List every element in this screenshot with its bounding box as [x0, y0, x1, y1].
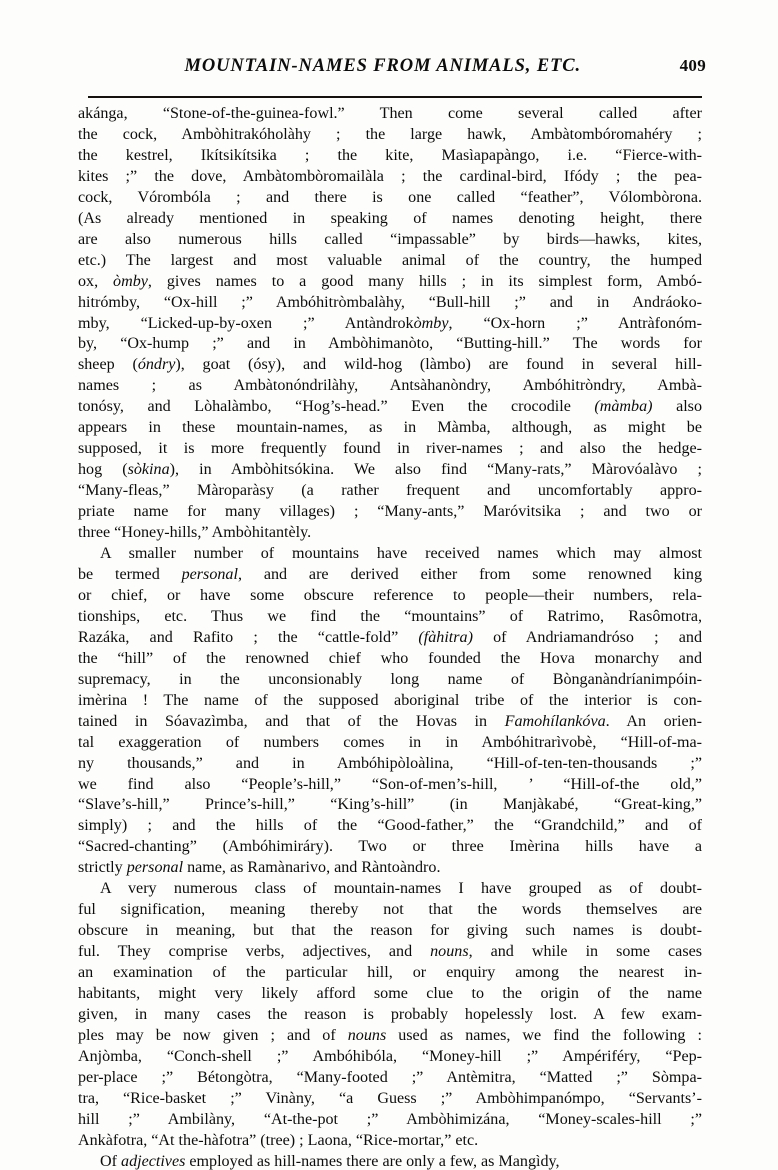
running-head-title: MOUNTAIN-NAMES FROM ANIMALS, ETC.	[184, 56, 582, 76]
body-text	[78, 104, 702, 1170]
text-line: cock, Vórombóla ; and there is one called “feather”, Vólombòrona.	[78, 188, 702, 206]
text-line: names ; as Ambàtonóndrilàhy, Antsàhanòndry, Ambóhitròndry, Ambà-	[78, 377, 702, 395]
text-line: ful. They comprise verbs, adjectives, and nouns, and while in some cases	[78, 943, 702, 961]
text-line: tonósy, and Lòhalàmbo, “Hog’s-head.” Even the crocodile (màmba) also	[78, 398, 702, 416]
text-line: three “Honey-hills,” Ambòhitantèly.	[78, 524, 312, 542]
text-line: hog (sòkina), in Ambòhitsókina. We also find “Many-rats,” Màrovóalàvo ;	[78, 461, 703, 479]
text-line: ny thousands,” and in Ambóhipòloàlina, “Hill-of-ten-ten-thousands ;”	[78, 754, 702, 772]
text-line: ful signification, meaning thereby not that the words themselves are	[78, 901, 702, 919]
text-line: ox, òmby, gives names to a good many hills ; in its simplest form, Ambó-	[78, 272, 702, 290]
page-number: 409	[679, 56, 706, 75]
running-head	[78, 56, 706, 82]
text-line: Anjòmba, “Conch-shell ;” Ambóhibóla, “Money-hill ;” Ampériféry, “Pep-	[78, 1047, 702, 1065]
text-line: imèrina ! The name of the supposed aboriginal tribe of the interior is con-	[78, 691, 702, 709]
text-line: the “hill” of the renowned chief who founded the Hova monarchy and	[78, 649, 702, 667]
text-line: “Slave’s-hill,” Prince’s-hill,” “King’s-hill” (in Manjàkabé, “Great-king,”	[78, 796, 702, 814]
text-line: an examination of the particular hill, or enquiry among the nearest in-	[78, 964, 702, 982]
text-line: Ankàfotra, “At the-hàfotra” (tree) ; Laona, “Rice-mortar,” etc.	[78, 1131, 479, 1149]
text-line: hitrómby, “Ox-hill ;” Ambóhitròmbalàhy, “Bull-hill ;” and in Andráoko-	[78, 293, 702, 311]
text-line: strictly personal name, as Ramànarivo, and Ràntoàndro.	[78, 859, 441, 877]
para-doubtful	[78, 879, 702, 1151]
text-line: (As already mentioned in speaking of names denoting height, there	[78, 209, 702, 227]
text-line: tained in Sóavazìmba, and that of the Hovas in Famohílankóva. An orien-	[78, 712, 703, 730]
text-line: supremacy, in the unconsionably long name of Bònganàndríanimpóin-	[78, 670, 702, 688]
text-line: per-place ;” Bétongòtra, “Many-footed ;” Antèmitra, “Matted ;” Sòmpa-	[78, 1068, 702, 1086]
text-line: “Sacred-chanting” (Ambóhimiráry). Two or three Imèrina hills have a	[78, 838, 702, 856]
text-line: given, in many cases the reason is probably hopelessly lost. A few exam-	[78, 1005, 702, 1023]
text-line: Of adjectives employed as hill-names there are only a few, as Mangìdy,	[100, 1152, 560, 1170]
text-line: kites ;” the dove, Ambàtombòromailàla ; the cardinal-bird, Ifódy ; the pea-	[78, 167, 702, 185]
text-line: habitants, might very likely afford some clue to the origin of the name	[78, 985, 702, 1003]
text-line: by, “Ox-hump ;” and in Ambòhimanòto, “Butting-hill.” The words for	[78, 335, 702, 353]
text-line: “Many-fleas,” Màroparàsy (a rather frequent and uncomfortably appro-	[78, 482, 702, 500]
text-line: sheep (óndry), goat (ósy), and wild-hog (làmbo) are found in several hill-	[78, 356, 702, 374]
text-line: etc.) The largest and most valuable animal of the country, the humped	[78, 251, 702, 269]
para-adjectives	[78, 1152, 702, 1170]
text-line: simply) ; and the hills of the “Good-father,” the “Grandchild,” and of	[78, 817, 702, 835]
text-line: or chief, or have some obscure reference to people—their numbers, rela-	[78, 586, 702, 604]
text-line: are also numerous hills called “impassable” by birds—hawks, kites,	[78, 230, 702, 248]
para-personal	[78, 544, 702, 879]
text-line: appears in these mountain-names, as in Màmba, although, as might be	[78, 419, 702, 437]
text-line: we find also “People’s-hill,” “Son-of-men’s-hill, ’ “Hill-of-the old,”	[78, 775, 702, 793]
para-animals	[78, 104, 702, 544]
text-line: priate name for many villages) ; “Many-ants,” Maróvitsika ; and two or	[78, 503, 702, 521]
text-line: supposed, it is more frequently found in river-names ; and also the hedge-	[78, 440, 702, 458]
text-line: the cock, Ambòhitrakóholàhy ; the large hawk, Ambàtombóromahéry ;	[78, 125, 702, 143]
text-line: be termed personal, and are derived either from some renowned king	[78, 565, 702, 583]
text-line: the kestrel, Ikítsikítsika ; the kite, Masìapapàngo, i.e. “Fierce-with-	[78, 146, 702, 164]
text-line: hill ;” Ambilàny, “At-the-pot ;” Ambòhimizána, “Money-scales-hill ;”	[78, 1110, 702, 1128]
text-line: tionships, etc. Thus we find the “mountains” of Ratrimo, Rasômotra,	[78, 607, 702, 625]
text-line: Razáka, and Rafito ; the “cattle-fold” (fàhitra) of Andriamandróso ; and	[78, 628, 702, 646]
text-line: tal exaggeration of numbers comes in in Ambóhitrarìvobè, “Hill-of-ma-	[78, 733, 702, 751]
text-line: A smaller number of mountains have received names which may almost	[100, 545, 702, 563]
header-rule	[88, 96, 702, 98]
text-line: tra, “Rice-basket ;” Vinàny, “a Guess ;” Ambòhimpanómpo, “Servants’-	[78, 1089, 702, 1107]
text-line: akánga, “Stone-of-the-guinea-fowl.” Then come several called after	[78, 105, 702, 122]
text-line: mby, “Licked-up-by-oxen ;” Antàndrokòmby, “Ox-horn ;” Antràfonóm-	[78, 314, 702, 332]
text-line: ples may be now given ; and of nouns used as names, we find the following :	[78, 1026, 702, 1044]
text-line: obscure in meaning, but that the reason for giving such names is doubt-	[78, 922, 702, 940]
text-line: A very numerous class of mountain-names I have grouped as of doubt-	[100, 880, 702, 898]
